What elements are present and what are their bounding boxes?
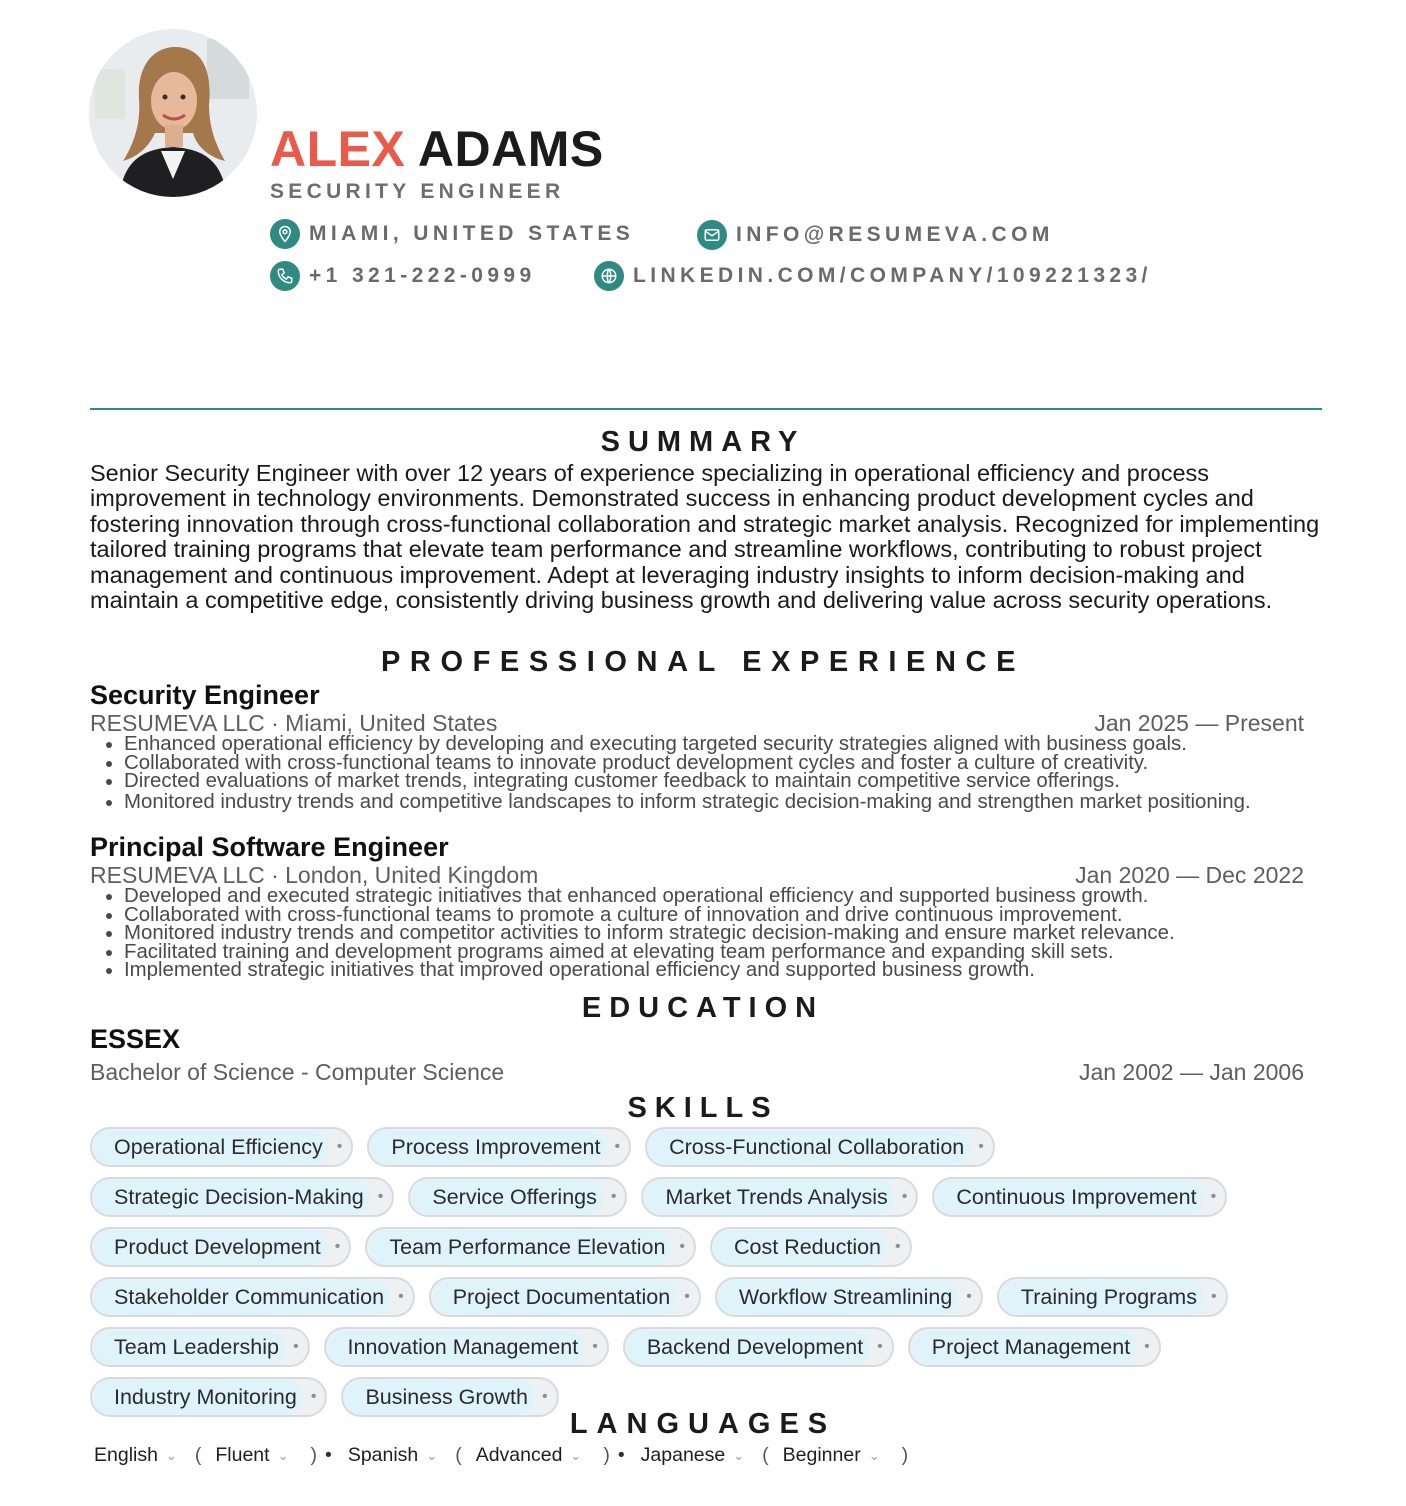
job-bullets [90, 887, 1304, 980]
dot-icon: • [684, 1288, 690, 1305]
summary-heading: SUMMARY [600, 426, 806, 458]
separator-dot: • [324, 1444, 332, 1466]
job-dates: Jan 2020 — Dec 2022 [1075, 862, 1304, 888]
skill-chip [90, 1127, 353, 1167]
language-name[interactable]: Spanish [347, 1444, 419, 1466]
education-meta [90, 1059, 1304, 1085]
skill-label: Project Management [912, 1330, 1136, 1365]
skill-label: Operational Efficiency [94, 1130, 329, 1165]
skills-list [90, 1127, 1326, 1417]
envelope-icon [697, 220, 727, 250]
skill-label: Team Leadership [94, 1330, 285, 1365]
close-paren: ) [310, 1444, 317, 1466]
skill-chip [367, 1127, 631, 1167]
skill-chip [645, 1127, 995, 1167]
chevron-down-icon[interactable]: ⌄ [868, 1447, 880, 1463]
job-bullet: • Developed and executed strategic initiatives that enhanced operational efficiency and supported business growth. [124, 887, 1304, 906]
skill-label: Industry Monitoring [94, 1380, 303, 1415]
job-company: RESUMEVA LLC · London, United Kingdom [90, 862, 539, 888]
languages-list [94, 1444, 908, 1467]
experience-heading: PROFESSIONAL EXPERIENCE [380, 646, 1026, 678]
skill-label: Cross-Functional Collaboration [649, 1130, 970, 1165]
linkedin-text[interactable]: LINKEDIN.COM/COMPANY/109221323/ [633, 264, 1152, 287]
summary-text: Senior Security Engineer with over 12 years of experience specializing in operational efficiency and process improvement in technology environments. Demonstrated success in enhancing product development cycles and fostering innovation through cross-functional collaboration and strategic market analysis. Recognized for implementing tailored training programs that elevate team performance and streamline workflows, contributing to robust project management and continuous improvement. Adept at leveraging industry insights to inform decision-making and maintain a competitive edge, consistently driving business growth and delivering value across security operations. [90, 460, 1320, 614]
dot-icon: • [978, 1138, 984, 1155]
header-divider [90, 408, 1322, 410]
dot-icon: • [541, 1388, 548, 1405]
job-bullets [90, 735, 1304, 813]
dot-icon: • [610, 1188, 617, 1205]
job-bullet: • Directed evaluations of market trends, integrating customer feedback to maintain competitive service offerings. [124, 772, 1304, 791]
chevron-down-icon[interactable]: ⌄ [733, 1447, 745, 1463]
dot-icon: • [679, 1238, 686, 1255]
skill-chip [932, 1177, 1227, 1217]
dot-icon: • [592, 1338, 598, 1355]
job-bullet: • Implemented strategic initiatives that improved operational efficiency and supported business growth. [124, 961, 1304, 980]
school-name: ESSEX [90, 1024, 181, 1054]
skill-label: Team Performance Elevation [369, 1230, 671, 1265]
language-level[interactable]: Advanced [475, 1444, 563, 1466]
open-paren: ( [194, 1444, 202, 1466]
dot-icon: • [398, 1288, 404, 1305]
last-name: ADAMS [417, 121, 604, 177]
dot-icon: • [292, 1338, 299, 1355]
skill-chip [623, 1327, 894, 1367]
dot-icon: • [336, 1138, 343, 1155]
language-name[interactable]: Japanese [640, 1444, 726, 1466]
skill-label: Process Improvement [371, 1130, 606, 1165]
contact-location [270, 219, 634, 249]
phone-icon [270, 261, 300, 291]
skill-chip [997, 1277, 1228, 1317]
skill-label: Continuous Improvement [936, 1180, 1202, 1215]
job-bullet: • Monitored industry trends and competitive landscapes to inform strategic decision-making and strengthen market positioning. [124, 791, 1304, 813]
profile-photo [89, 29, 257, 197]
dot-icon: • [966, 1288, 972, 1305]
email-text[interactable]: INFO@RESUMEVA.COM [736, 223, 1054, 246]
job-company: RESUMEVA LLC · Miami, United States [90, 710, 498, 736]
skill-chip [908, 1327, 1161, 1367]
skill-label: Market Trends Analysis [645, 1180, 893, 1215]
job-bullet: • Collaborated with cross-functional teams to innovate product development cycles and foster a culture of creativity. [124, 754, 1304, 773]
candidate-name [270, 118, 604, 180]
phone-text[interactable]: +1 321-222-0999 [309, 264, 536, 287]
language-level[interactable]: Fluent [215, 1444, 270, 1466]
dot-icon: • [895, 1238, 901, 1255]
skill-label: Cost Reduction [714, 1230, 887, 1265]
separator-dot: • [617, 1444, 625, 1466]
job-title: Security Engineer [90, 680, 320, 710]
chevron-down-icon[interactable]: ⌄ [426, 1447, 438, 1463]
location-pin-icon [270, 219, 300, 249]
dot-icon: • [334, 1238, 341, 1255]
education-dates: Jan 2002 — Jan 2006 [1078, 1059, 1304, 1085]
dot-icon: • [377, 1188, 384, 1205]
skill-label: Service Offerings [412, 1180, 603, 1215]
skill-chip [715, 1277, 983, 1317]
first-name: ALEX [270, 121, 406, 177]
skill-label: Strategic Decision-Making [94, 1180, 370, 1215]
skill-chip [408, 1177, 627, 1217]
chevron-down-icon[interactable]: ⌄ [570, 1447, 582, 1463]
open-paren: ( [762, 1444, 769, 1466]
skill-chip [710, 1227, 912, 1267]
job-bullet: • Collaborated with cross-functional teams to promote a culture of innovation and drive continuous improvement. [124, 906, 1304, 925]
skill-chip [90, 1177, 394, 1217]
dot-icon: • [877, 1338, 883, 1355]
skill-chip [429, 1277, 701, 1317]
skill-chip [90, 1227, 351, 1267]
dot-icon: • [310, 1388, 317, 1405]
job-bullet: • Enhanced operational efficiency by developing and executing targeted security strategies aligned with business goals. [124, 735, 1304, 754]
job-title: Principal Software Engineer [90, 832, 449, 862]
languages-heading: LANGUAGES [569, 1408, 837, 1440]
skill-label: Innovation Management [328, 1330, 585, 1365]
close-paren: ) [901, 1444, 909, 1466]
location-text: MIAMI, UNITED STATES [309, 222, 635, 245]
skill-chip [365, 1227, 696, 1267]
job-role: SECURITY ENGINEER [270, 180, 565, 203]
skill-chip [90, 1277, 415, 1317]
dot-icon: • [1210, 1188, 1217, 1205]
dot-icon: • [901, 1188, 908, 1205]
skill-label: Stakeholder Communication [94, 1280, 390, 1315]
dot-icon: • [1144, 1338, 1150, 1355]
skill-label: Workflow Streamlining [719, 1280, 958, 1315]
contact-email[interactable] [697, 220, 1054, 250]
language-level[interactable]: Beginner [782, 1444, 861, 1466]
job-bullet: • Facilitated training and development programs aimed at elevating team performance and expanding skill sets. [124, 943, 1304, 962]
skills-heading: SKILLS [627, 1092, 779, 1124]
close-paren: ) [603, 1444, 610, 1466]
education-heading: EDUCATION [581, 992, 825, 1024]
contact-linkedin[interactable] [594, 261, 1152, 291]
skill-chip [641, 1177, 918, 1217]
skill-chip [90, 1327, 310, 1367]
contact-phone[interactable] [270, 261, 536, 291]
job-dates: Jan 2025 — Present [1094, 710, 1304, 736]
degree: Bachelor of Science - Computer Science [90, 1059, 505, 1085]
skill-label: Training Programs [1001, 1280, 1203, 1315]
skill-label: Project Documentation [433, 1280, 677, 1315]
chevron-down-icon[interactable]: ⌄ [277, 1447, 289, 1463]
skill-label: Business Growth [345, 1380, 534, 1415]
skill-label: Backend Development [627, 1330, 869, 1365]
chevron-down-icon[interactable]: ⌄ [165, 1447, 177, 1463]
skill-label: Product Development [94, 1230, 327, 1265]
job-bullet: • Monitored industry trends and competitor activities to inform strategic decision-making and ensure market relevance. [124, 924, 1304, 943]
skill-chip [324, 1327, 609, 1367]
dot-icon: • [1210, 1288, 1217, 1305]
open-paren: ( [455, 1444, 462, 1466]
dot-icon: • [614, 1138, 621, 1155]
globe-icon [594, 261, 624, 291]
language-name[interactable]: English [94, 1444, 158, 1466]
